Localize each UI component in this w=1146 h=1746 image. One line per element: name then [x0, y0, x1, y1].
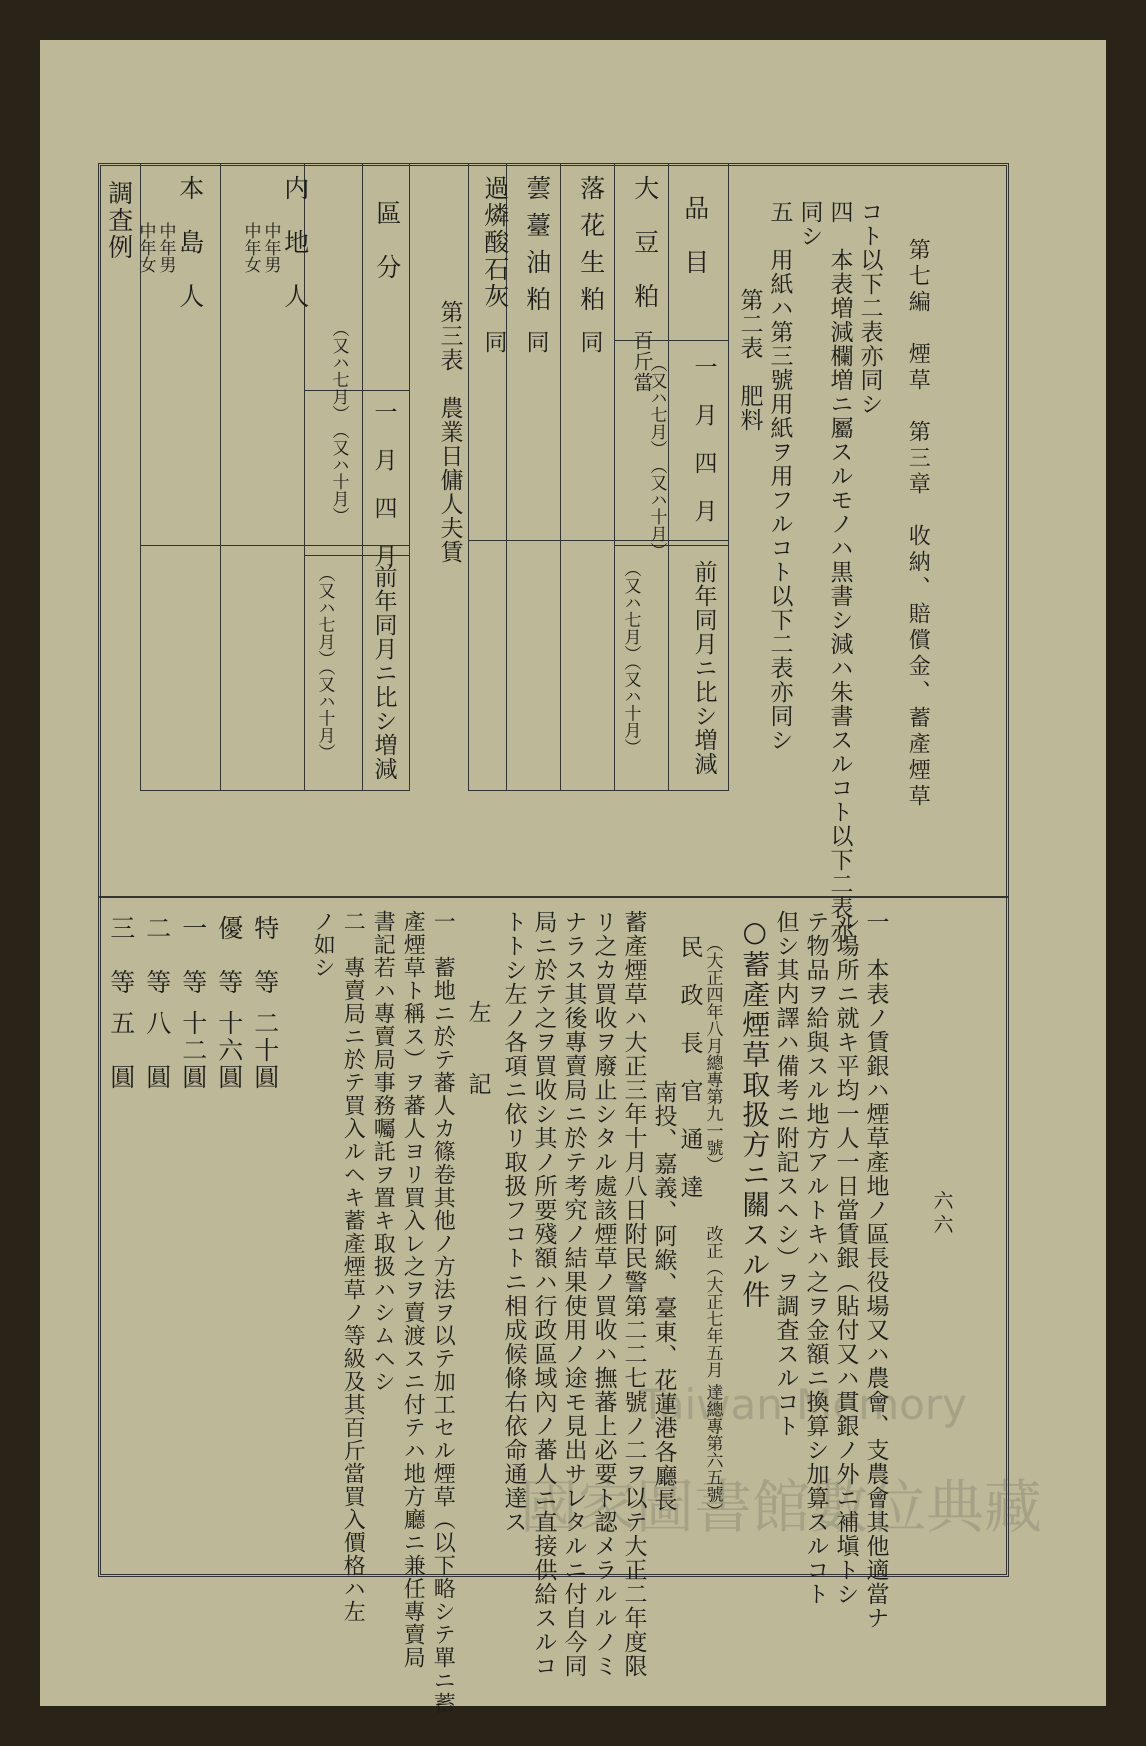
- notice-body-line: 蓄產煙草ハ大正三年十月八日附民警第二二七號ノ二ヲ以テ大正二年度限: [620, 910, 647, 1678]
- lower-line: テ物品ヲ給與スル地方アルトキハ之ヲ金額ニ換算シ加算スルコト: [802, 910, 829, 1606]
- table3-group: 内 地 人: [280, 175, 310, 310]
- table2-item: 落 花 生 粕: [576, 175, 606, 313]
- grade-price: 五 圓: [106, 1010, 136, 1091]
- running-header: 第七編 煙草 第三章 收納、賠償金、蓄產煙草: [905, 238, 931, 810]
- notice-to: 南投、嘉義、阿緱、臺東、花蓮港各廳長: [650, 1080, 677, 1512]
- table2-col-period-sub: （又ハ七月） （又ハ十月）: [646, 355, 667, 559]
- item-line: ノ如シ: [310, 910, 336, 979]
- lower-line: 但シ其内譯ハ備考ニ附記スヘシ）ヲ調査スルコト: [772, 910, 799, 1438]
- grade-label: 優 等: [214, 915, 244, 996]
- item-line: 產煙草ト稱ス）ヲ蕃人ヨリ買入レ之ヲ賣渡スニ付テハ地方廳ニ兼任專賣局: [400, 910, 426, 1669]
- grade-label: 二 等: [142, 915, 172, 996]
- watermark-en: Taiwan Memory: [640, 1380, 967, 1429]
- table2-col-item: 品 目: [680, 195, 710, 276]
- note-line: 四 本表増減欄増ニ屬スルモノハ黒書シ減ハ朱書スルコト以下二表亦: [826, 200, 853, 944]
- notice-body-line: トトシ左ノ各項ニ依リ取扱フコトニ相成候條右依命通達ス: [500, 910, 527, 1534]
- lower-line: 一 本表ノ賃銀ハ煙草產地ノ區長役場又ハ農會、支農會其他適當ナ: [862, 910, 889, 1630]
- table2-unit: 百斤當: [630, 330, 654, 393]
- table2-item: 大 豆 粕: [630, 175, 660, 310]
- table3-col-class: 區 分: [372, 200, 402, 281]
- table3-title: 第三表 農業日傭人夫賃: [436, 300, 463, 564]
- table3-sub-female: 中年女: [135, 222, 156, 273]
- table2-unit: 同: [576, 330, 603, 354]
- grade-label: 一 等: [178, 915, 208, 996]
- note-line: 五 用紙ハ第三號用紙ヲ用フルコト以下二表亦同シ: [766, 200, 793, 752]
- table3-sub-female: 中年女: [240, 222, 261, 273]
- notice-from: 民 政 長 官 通 達: [676, 935, 703, 1199]
- grade-label: 特 等: [250, 915, 280, 996]
- note-line: 同シ: [796, 200, 823, 248]
- left-record-label: 左 記: [464, 1000, 491, 1096]
- table2-col-compare: 前年同月ニ比シ増減: [690, 560, 717, 776]
- table2-col-compare-sub: （又ハ七月）（又ハ十月）: [620, 560, 641, 756]
- example-label: 調査例: [104, 180, 134, 261]
- table2-unit: 同: [522, 330, 549, 354]
- watermark-zh: 國家圖書館數位典藏: [520, 1473, 1043, 1541]
- notice-body-line: ナラス其後專賣局ニ於テ考究ノ結果使用ノ途モ見出サレタルニ付自今同: [560, 910, 587, 1678]
- item-line: 書記若ハ專賣局事務囑託ヲ置キ取扱ハシムヘシ: [370, 910, 396, 1393]
- notice-body-line: リ之カ買收ヲ廢止シタル處該煙草ノ買收ハ撫蕃上必要ト認メラルルノミ: [590, 910, 617, 1678]
- table2-unit: 同: [480, 330, 507, 354]
- page-number: 六六: [930, 1190, 954, 1238]
- item-line: 一 蓄地ニ於テ蕃人カ篠卷其他ノ方法ヲ以テ加工セル煙草（以下略シテ單ニ蓄: [430, 910, 456, 1715]
- table3-col-period: 一 月 四 月: [370, 400, 397, 568]
- item-line: 二 專賣局ニ於テ買入ルヘキ蓄產煙草ノ等級及其百斤當買入價格ハ左: [340, 910, 366, 1623]
- table2-title: 第二表 肥料: [736, 288, 763, 432]
- notice-body-line: 局ニ於テ之ヲ買收シ其ノ所要殘額ハ行政區域內ノ蕃人ニ直接供給スルコ: [530, 910, 557, 1678]
- table2-item: 蕓 薹 油 粕: [522, 175, 552, 313]
- grade-price: 十六圓: [214, 1010, 244, 1091]
- grade-price: 八 圓: [142, 1010, 172, 1091]
- grade-label: 三 等: [106, 915, 136, 996]
- table3-sub-male: 中年男: [155, 222, 176, 273]
- table3-col-compare-sub: （又ハ七月）（又ハ十月）: [314, 565, 335, 761]
- notice-ref: （大正四年八月總專第九一號）: [702, 935, 723, 1173]
- grade-price: 十二圓: [178, 1010, 208, 1091]
- lower-line: ル場所ニ就キ平均一人一日當賃銀（貼付又ハ貫銀ノ外ニ補塡トシ: [832, 910, 859, 1606]
- note-line: コト以下二表亦同シ: [856, 200, 883, 416]
- table2-col-period: 一 月 四 月: [690, 355, 717, 523]
- table3-sub-male: 中年男: [260, 222, 281, 273]
- notice-amend: 改正（大正七年五月 達總專第六五號）: [702, 1225, 723, 1520]
- table3-group: 本 島 人: [175, 175, 205, 310]
- notice-title: ○蓄產煙草取扱方ニ關スル件: [738, 915, 772, 1310]
- table3-col-compare: 前年同月ニ比シ増減: [370, 565, 397, 781]
- table3-col-period-sub: （又ハ七月） （又ハ十月）: [328, 320, 349, 524]
- section-divider: [98, 896, 1009, 898]
- grade-price: 二十圓: [250, 1010, 280, 1091]
- table2-item: 過燐酸石灰: [480, 175, 510, 310]
